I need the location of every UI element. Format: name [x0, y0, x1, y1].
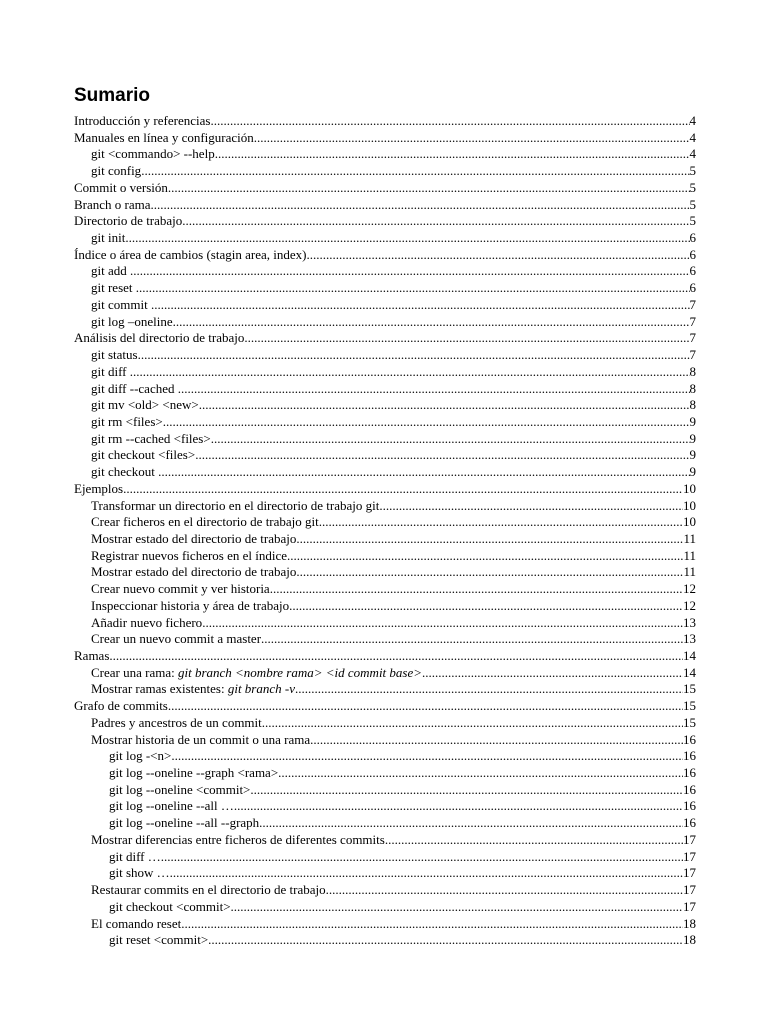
- toc-entry-text: git status: [91, 347, 138, 363]
- toc-entry-text: Restaurar commits en el directorio de trabajo: [91, 882, 326, 898]
- dot-leader: [199, 397, 690, 414]
- toc-entry-text: Branch o rama: [74, 196, 151, 212]
- toc-entry-page-number: 12: [683, 597, 696, 613]
- toc-entry-text: git init: [91, 230, 126, 246]
- toc-entry-text: Padres y ancestros de un commit: [91, 714, 262, 730]
- toc-entry[interactable]: [74, 431, 696, 448]
- toc-entry-text: Mostrar estado del directorio de trabajo: [91, 564, 297, 580]
- dot-leader: [296, 531, 683, 548]
- toc-entry-text: Transformar un directorio en el directorio de trabajo git: [91, 497, 380, 513]
- dot-leader: [109, 648, 683, 665]
- toc-entry-page-number: 15: [683, 714, 696, 730]
- toc-entry-text: El comando reset: [91, 915, 182, 931]
- dot-leader: [125, 230, 689, 247]
- dot-leader: [182, 213, 689, 230]
- toc-entry-page-number: 11: [683, 564, 696, 580]
- dot-leader: [178, 381, 690, 398]
- dot-leader: [195, 447, 689, 464]
- toc-entry[interactable]: [74, 581, 696, 598]
- dot-leader: [287, 548, 683, 565]
- toc-entry-text: git rm <files>: [91, 413, 163, 429]
- toc-entry-text: git diff: [91, 363, 130, 379]
- toc-entry[interactable]: [74, 882, 696, 899]
- toc-entry-page-number: 5: [689, 213, 696, 229]
- toc-entry-text: Mostrar estado del directorio de trabajo: [91, 530, 297, 546]
- toc-entry-label: [91, 916, 181, 933]
- toc-entry[interactable]: [74, 481, 696, 498]
- toc-entry[interactable]: [74, 397, 696, 414]
- dot-leader: [130, 364, 690, 381]
- dot-leader: [278, 765, 683, 782]
- toc-entry-text: git commit: [91, 296, 151, 312]
- toc-entry[interactable]: [74, 698, 696, 715]
- toc-entry[interactable]: [74, 648, 696, 665]
- dot-leader: [295, 681, 683, 698]
- toc-entry-page-number: 6: [689, 230, 696, 246]
- toc-entry-label: [91, 364, 130, 381]
- toc-entry-label: [91, 615, 202, 632]
- toc-entry[interactable]: [74, 414, 696, 431]
- toc-entry-page-number: 6: [689, 280, 696, 296]
- toc-entry-page-number: 9: [689, 430, 696, 446]
- toc-entry-page-number: 5: [689, 196, 696, 212]
- dot-leader: [158, 464, 689, 481]
- toc-entry[interactable]: [74, 765, 696, 782]
- toc-entry-label: [109, 865, 170, 882]
- toc-entry-page-number: 15: [683, 698, 696, 714]
- toc-entry[interactable]: [74, 447, 696, 464]
- toc-entry[interactable]: [74, 916, 696, 933]
- toc-entry-page-number: 4: [689, 129, 696, 145]
- toc-entry-text: git checkout <commit>: [109, 898, 231, 914]
- toc-entry-page-number: 16: [683, 731, 696, 747]
- toc-entry-page-number: 11: [683, 530, 696, 546]
- dot-leader: [319, 514, 683, 531]
- toc-entry-page-number: 9: [689, 464, 696, 480]
- dot-leader: [173, 314, 690, 331]
- toc-entry-label: [91, 665, 422, 682]
- toc-entry-text: Commit o versión: [74, 179, 168, 195]
- toc-entry-label: [91, 263, 130, 280]
- toc-entry-page-number: 9: [689, 413, 696, 429]
- toc-entry-page-number: 18: [683, 932, 696, 948]
- toc-entry-command: git branch <nombre rama> <id commit base>: [177, 664, 423, 680]
- toc-entry-page-number: 7: [689, 347, 696, 363]
- dot-leader: [211, 431, 690, 448]
- dot-leader: [171, 748, 683, 765]
- toc-entry-text: Grafo de commits: [74, 698, 168, 714]
- toc-entry-page-number: 8: [689, 397, 696, 413]
- toc-entry-page-number: 11: [683, 547, 696, 563]
- dot-leader: [261, 631, 683, 648]
- toc-entry[interactable]: [74, 514, 696, 531]
- toc-entry[interactable]: [74, 665, 696, 682]
- toc-entry-page-number: 16: [683, 765, 696, 781]
- toc-entry-page-number: 14: [683, 664, 696, 680]
- toc-entry-label: [74, 698, 168, 715]
- toc-entry[interactable]: [74, 314, 696, 331]
- toc-entry-command: git branch -v: [227, 681, 295, 697]
- toc-entry-text: Crear una rama:: [91, 664, 178, 680]
- toc-entry-text: git log --oneline <commit>: [109, 781, 251, 797]
- toc-entry-label: [109, 748, 171, 765]
- dot-leader: [136, 280, 690, 297]
- toc-entry-text: Ramas: [74, 648, 110, 663]
- dot-leader: [262, 715, 683, 732]
- dot-leader: [422, 665, 683, 682]
- toc-entry-text: git checkout: [91, 464, 159, 480]
- toc-entry[interactable]: [74, 548, 696, 565]
- dot-leader: [168, 698, 683, 715]
- toc-entry[interactable]: [74, 564, 696, 581]
- toc-entry[interactable]: [74, 381, 696, 398]
- toc-entry-page-number: 12: [683, 581, 696, 597]
- toc-entry-label: [91, 581, 270, 598]
- toc-entry[interactable]: [74, 146, 696, 163]
- toc-entry[interactable]: [74, 163, 696, 180]
- toc-entry[interactable]: [74, 681, 696, 698]
- dot-leader: [215, 146, 690, 163]
- toc-entry-text: git reset: [91, 280, 136, 296]
- toc-entry-label: [74, 648, 109, 665]
- toc-entry-page-number: 6: [689, 246, 696, 262]
- toc-entry-label: [91, 715, 262, 732]
- toc-entry-text: Ejemplos: [74, 480, 124, 496]
- toc-entry-text: Registrar nuevos ficheros en el índice: [91, 547, 288, 563]
- toc-entry-label: [91, 514, 319, 531]
- toc-entry[interactable]: [74, 782, 696, 799]
- toc-entry-label: [74, 481, 123, 498]
- toc-entry-page-number: 5: [689, 163, 696, 179]
- toc-entry-text: Directorio de trabajo: [74, 213, 183, 229]
- toc-entry-text: git config: [91, 163, 142, 179]
- toc-entry-page-number: 7: [689, 296, 696, 312]
- toc-entry-label: [91, 732, 310, 749]
- toc-entry[interactable]: [74, 230, 696, 247]
- toc-entry-text: Añadir nuevo fichero: [91, 614, 203, 630]
- toc-entry-label: [74, 247, 306, 264]
- toc-entry-label: [109, 932, 208, 949]
- toc-entry-label: [91, 414, 163, 431]
- toc-entry[interactable]: [74, 732, 696, 749]
- toc-entry-text: Crear un nuevo commit a master: [91, 631, 262, 647]
- toc-entry[interactable]: [74, 832, 696, 849]
- toc-entry-label: [74, 113, 210, 130]
- dot-leader: [306, 247, 689, 264]
- toc-entry[interactable]: [74, 498, 696, 515]
- dot-leader: [231, 899, 683, 916]
- toc-entry-label: [91, 464, 158, 481]
- dot-leader: [234, 798, 683, 815]
- toc-entry-text: git log -<n>: [109, 748, 172, 764]
- toc-entry[interactable]: [74, 347, 696, 364]
- dot-leader: [170, 865, 683, 882]
- toc-entry[interactable]: [74, 849, 696, 866]
- toc-entry-page-number: 6: [689, 263, 696, 279]
- toc-entry-text: git reset <commit>: [109, 932, 209, 948]
- toc-entry-page-number: 5: [689, 179, 696, 195]
- dot-leader: [123, 481, 683, 498]
- toc-entry-text: git checkout <files>: [91, 447, 196, 463]
- table-of-contents: [74, 113, 696, 949]
- dot-leader: [210, 113, 689, 130]
- toc-entry-page-number: 10: [683, 497, 696, 513]
- dot-leader: [202, 615, 683, 632]
- toc-entry-label: [91, 564, 296, 581]
- dot-leader: [244, 330, 689, 347]
- toc-entry-text: Manuales en línea y configuración: [74, 129, 254, 145]
- toc-entry-label: [91, 832, 385, 849]
- toc-entry-page-number: 16: [683, 781, 696, 797]
- toc-entry-label: [91, 146, 215, 163]
- toc-entry-text: Índice o área de cambios (stagin area, index): [74, 246, 307, 262]
- toc-entry-label: [91, 397, 199, 414]
- dot-leader: [141, 163, 689, 180]
- toc-entry[interactable]: [74, 213, 696, 230]
- toc-entry-text: git show …: [109, 865, 170, 881]
- dot-leader: [310, 732, 683, 749]
- toc-entry-label: [91, 882, 326, 899]
- dot-leader: [385, 832, 683, 849]
- toc-entry-text: Crear ficheros en el directorio de trabajo git: [91, 514, 319, 530]
- toc-entry-text: git diff --cached: [91, 380, 178, 396]
- toc-entry[interactable]: [74, 263, 696, 280]
- toc-entry-text: Inspeccionar historia y área de trabajo: [91, 597, 290, 613]
- toc-entry-label: [74, 180, 168, 197]
- toc-entry-label: [91, 631, 261, 648]
- toc-entry-text: git log --oneline --all …: [109, 798, 234, 814]
- toc-entry-page-number: 14: [683, 648, 696, 663]
- toc-entry[interactable]: [74, 798, 696, 815]
- toc-entry-page-number: 16: [683, 815, 696, 831]
- toc-entry-text: git mv <old> <new>: [91, 397, 199, 413]
- toc-entry-label: [91, 280, 136, 297]
- dot-leader: [296, 564, 683, 581]
- toc-entry-text: git log --oneline --all --graph: [109, 815, 260, 831]
- toc-entry-label: [74, 330, 244, 347]
- toc-entry-text: git log --oneline --graph <rama>: [109, 765, 279, 781]
- toc-entry-page-number: 7: [689, 313, 696, 329]
- toc-entry-page-number: 17: [683, 882, 696, 898]
- toc-entry-label: [109, 765, 278, 782]
- toc-entry-page-number: 18: [683, 915, 696, 931]
- toc-entry-page-number: 4: [689, 113, 696, 128]
- dot-leader: [163, 414, 690, 431]
- toc-entry-page-number: 13: [683, 614, 696, 630]
- toc-entry[interactable]: [74, 180, 696, 197]
- toc-entry-page-number: 8: [689, 363, 696, 379]
- toc-entry-page-number: 17: [683, 865, 696, 881]
- toc-entry-text: Mostrar historia de un commit o una rama: [91, 731, 311, 747]
- dot-leader: [289, 598, 683, 615]
- dot-leader: [138, 347, 690, 364]
- dot-leader: [151, 197, 690, 214]
- dot-leader: [130, 263, 690, 280]
- toc-entry-label: [91, 347, 138, 364]
- toc-entry-text: git log –oneline: [91, 313, 173, 329]
- toc-entry-page-number: 17: [683, 848, 696, 864]
- toc-entry-label: [109, 798, 234, 815]
- toc-entry-label: [91, 498, 379, 515]
- toc-entry-label: [74, 130, 254, 147]
- toc-entry-text: git diff …: [109, 848, 161, 864]
- toc-entry[interactable]: [74, 815, 696, 832]
- toc-entry-text: Análisis del directorio de trabajo: [74, 330, 245, 346]
- dot-leader: [259, 815, 683, 832]
- toc-entry-page-number: 8: [689, 380, 696, 396]
- toc-entry[interactable]: [74, 531, 696, 548]
- toc-entry-label: [109, 782, 250, 799]
- toc-entry-label: [91, 431, 211, 448]
- toc-entry[interactable]: [74, 130, 696, 147]
- dot-leader: [250, 782, 683, 799]
- toc-title: Sumario: [74, 85, 151, 106]
- toc-entry-page-number: 9: [689, 447, 696, 463]
- toc-entry-label: [91, 381, 178, 398]
- toc-entry-page-number: 13: [683, 631, 696, 647]
- toc-entry-page-number: 4: [689, 146, 696, 162]
- dot-leader: [208, 932, 683, 949]
- toc-entry-label: [91, 681, 295, 698]
- toc-entry[interactable]: [74, 247, 696, 264]
- toc-entry-label: [109, 815, 259, 832]
- toc-entry-label: [91, 163, 141, 180]
- toc-entry-text: git rm --cached <files>: [91, 430, 211, 446]
- dot-leader: [326, 882, 683, 899]
- toc-entry-text: git <commando> --help: [91, 146, 215, 162]
- toc-entry[interactable]: [74, 615, 696, 632]
- dot-leader: [151, 297, 690, 314]
- toc-entry[interactable]: [74, 330, 696, 347]
- toc-entry[interactable]: [74, 748, 696, 765]
- dot-leader: [254, 130, 690, 147]
- toc-entry[interactable]: [74, 464, 696, 481]
- toc-entry[interactable]: [74, 598, 696, 615]
- toc-entry[interactable]: [74, 297, 696, 314]
- toc-entry-page-number: 17: [683, 831, 696, 847]
- toc-entry-label: [91, 531, 296, 548]
- toc-entry[interactable]: [74, 631, 696, 648]
- toc-entry[interactable]: [74, 197, 696, 214]
- toc-entry-label: [109, 849, 161, 866]
- toc-entry-text: Mostrar ramas existentes:: [91, 681, 228, 697]
- toc-entry[interactable]: [74, 364, 696, 381]
- toc-entry[interactable]: [74, 113, 696, 130]
- toc-entry-label: [74, 213, 182, 230]
- toc-entry-text: Introducción y referencias: [74, 113, 211, 128]
- toc-entry-label: [91, 598, 289, 615]
- toc-entry-page-number: 10: [683, 480, 696, 496]
- toc-entry-page-number: 17: [683, 898, 696, 914]
- toc-entry-page-number: 15: [683, 681, 696, 697]
- toc-entry-label: [74, 197, 151, 214]
- toc-entry-label: [91, 548, 287, 565]
- document-page: [74, 84, 696, 949]
- toc-entry[interactable]: [74, 932, 696, 949]
- toc-entry[interactable]: [74, 865, 696, 882]
- toc-entry-page-number: 10: [683, 514, 696, 530]
- toc-entry-page-number: 16: [683, 748, 696, 764]
- toc-entry-text: git add: [91, 263, 130, 279]
- toc-entry-label: [109, 899, 231, 916]
- toc-entry-label: [91, 297, 151, 314]
- toc-entry-page-number: 7: [689, 330, 696, 346]
- toc-entry[interactable]: [74, 715, 696, 732]
- toc-entry[interactable]: [74, 280, 696, 297]
- toc-entry-page-number: 16: [683, 798, 696, 814]
- toc-entry-label: [91, 447, 195, 464]
- dot-leader: [161, 849, 683, 866]
- dot-leader: [181, 916, 683, 933]
- toc-entry[interactable]: [74, 899, 696, 916]
- toc-entry-text: Mostrar diferencias entre ficheros de diferentes commits: [91, 831, 385, 847]
- toc-entry-text: Crear nuevo commit y ver historia: [91, 581, 270, 597]
- dot-leader: [168, 180, 690, 197]
- toc-entry-label: [91, 314, 173, 331]
- dot-leader: [270, 581, 683, 598]
- dot-leader: [379, 498, 683, 515]
- toc-entry-label: [91, 230, 125, 247]
